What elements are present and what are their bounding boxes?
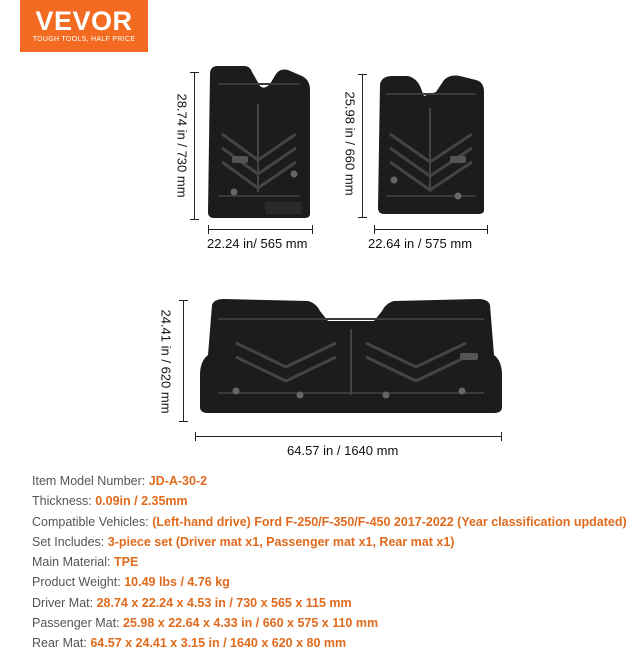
driver-width-line bbox=[208, 229, 313, 230]
brand-tagline: TOUGH TOOLS, HALF PRICE bbox=[32, 36, 136, 43]
spec-label: Item Model Number: bbox=[32, 474, 149, 488]
rear-height-line bbox=[183, 300, 184, 422]
passenger-width-line bbox=[374, 229, 488, 230]
spec-thickness bbox=[32, 491, 632, 511]
spec-list bbox=[32, 471, 632, 654]
spec-value: 3-piece set (Driver mat x1, Passenger mat x1, Rear mat x1) bbox=[107, 534, 455, 549]
spec-main-material bbox=[32, 552, 632, 572]
passenger-mat-image bbox=[372, 72, 490, 217]
spec-compatible-vehicles bbox=[32, 512, 632, 532]
rear-height-label: 24.41 in / 620 mm bbox=[158, 309, 174, 414]
brand-logo bbox=[20, 0, 148, 52]
spec-value: TPE bbox=[113, 555, 139, 570]
spec-label: Main Material: bbox=[32, 555, 114, 570]
passenger-height-label: 25.98 in / 660 mm bbox=[342, 91, 358, 196]
spec-passenger-mat bbox=[32, 613, 632, 633]
spec-label: Rear Mat: bbox=[32, 636, 91, 651]
spec-driver-mat bbox=[32, 593, 632, 613]
spec-product-weight bbox=[32, 572, 632, 592]
brand-name: VEVOR bbox=[35, 6, 133, 36]
rear-width-label: 64.57 in / 1640 mm bbox=[287, 443, 399, 458]
driver-height-label: 28.74 in / 730 mm bbox=[174, 93, 190, 198]
spec-model-number bbox=[32, 471, 632, 491]
spec-value: JD-A-30-2 bbox=[148, 474, 208, 488]
rear-mat-image bbox=[196, 295, 506, 417]
spec-set-includes bbox=[32, 532, 632, 552]
spec-value: 64.57 x 24.41 x 3.15 in / 1640 x 620 x 80 mm bbox=[90, 636, 347, 651]
passenger-width-label: 22.64 in / 575 mm bbox=[368, 236, 473, 251]
driver-height-line bbox=[194, 72, 195, 220]
spec-label: Driver Mat: bbox=[32, 595, 97, 610]
spec-value: 28.74 x 22.24 x 4.53 in / 730 x 565 x 115 mm bbox=[96, 595, 352, 610]
spec-label: Set Includes: bbox=[32, 534, 108, 549]
spec-label: Compatible Vehicles: bbox=[32, 514, 153, 529]
passenger-height-line bbox=[362, 74, 363, 218]
spec-label: Thickness: bbox=[32, 494, 96, 509]
driver-mat-image bbox=[204, 64, 314, 219]
spec-rear-mat bbox=[32, 633, 632, 653]
driver-width-label: 22.24 in/ 565 mm bbox=[207, 236, 308, 251]
spec-value: 25.98 x 22.64 x 4.33 in / 660 x 575 x 110 mm bbox=[123, 616, 379, 631]
spec-value: 10.49 lbs / 4.76 kg bbox=[124, 575, 230, 590]
rear-width-line bbox=[195, 436, 502, 437]
spec-value: (Left-hand drive) Ford F-250/F-350/F-450 2017-2022 (Year classification updated) bbox=[152, 514, 627, 529]
spec-label: Product Weight: bbox=[32, 575, 125, 590]
spec-label: Passenger Mat: bbox=[32, 616, 124, 631]
spec-value: 0.09in / 2.35mm bbox=[95, 494, 188, 509]
